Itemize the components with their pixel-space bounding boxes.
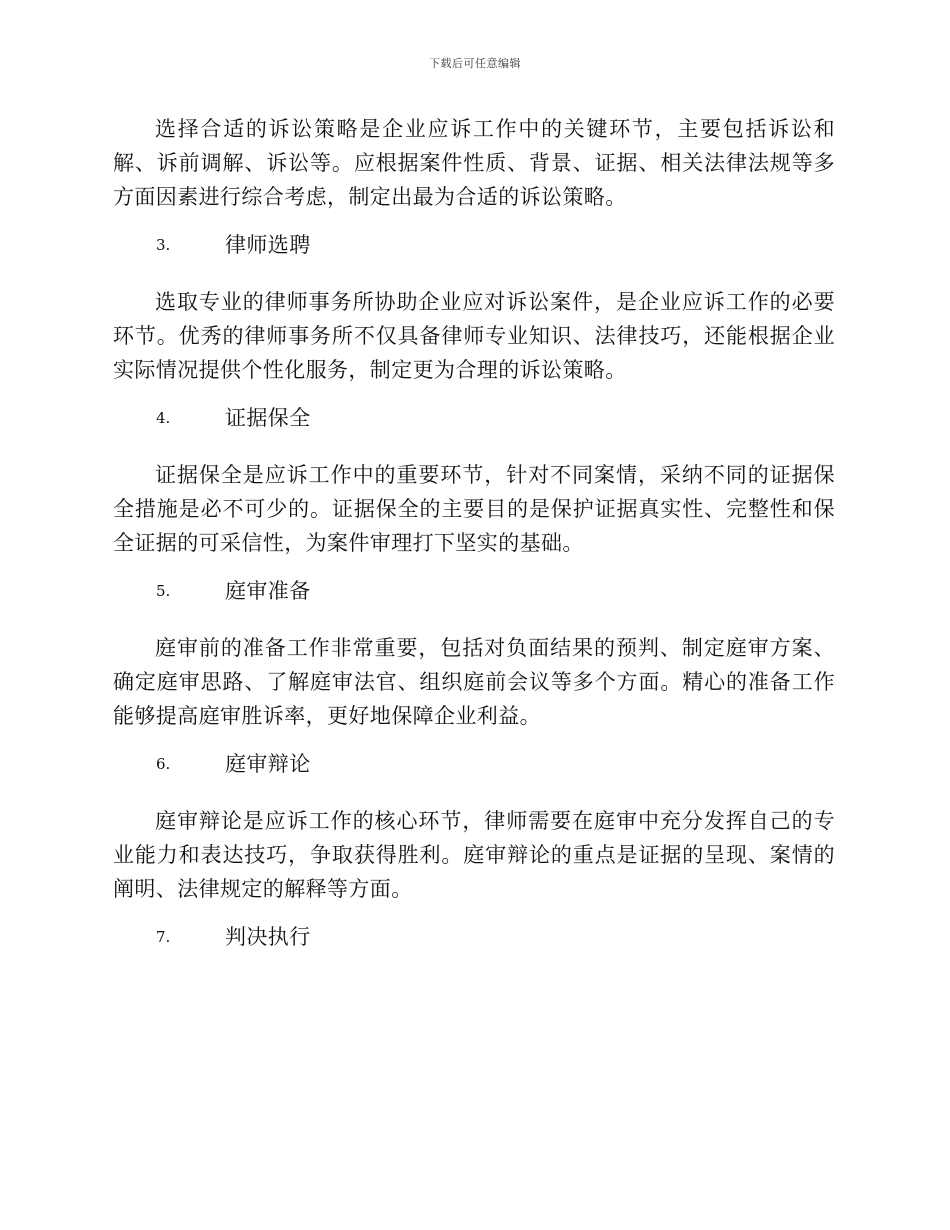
section-number: 4. bbox=[156, 409, 171, 427]
section-title: 证据保全 bbox=[225, 406, 311, 430]
section-number: 5. bbox=[156, 582, 171, 600]
section-number: 6. bbox=[156, 755, 171, 773]
section-title: 判决执行 bbox=[225, 925, 311, 949]
section-paragraph-3: 选取专业的律师事务所协助企业应对诉讼案件，是企业应诉工作的必要环节。优秀的律师事务所不仅具备律师专业知识、法律技巧，还能根据企业实际情况提供个性化服务，制定更为合理的诉讼策略。 bbox=[113, 290, 835, 382]
section-heading-4 bbox=[113, 401, 835, 435]
intro-paragraph: 选择合适的诉讼策略是企业应诉工作中的关键环节，主要包括诉讼和解、诉前调解、诉讼等。应根据案件性质、背景、证据、相关法律法规等多方面因素进行综合考虑，制定出最为合适的诉讼策略。 bbox=[113, 117, 835, 209]
section-paragraph-4: 证据保全是应诉工作中的重要环节，针对不同案情，采纳不同的证据保全措施是必不可少的。证据保全的主要目的是保护证据真实性、完整性和保全证据的可采信性，为案件审理打下坚实的基础。 bbox=[113, 463, 835, 555]
section-heading-5 bbox=[113, 574, 835, 608]
section-heading-3 bbox=[113, 228, 835, 262]
section-number: 3. bbox=[156, 236, 171, 254]
section-paragraph-6: 庭审辩论是应诉工作的核心环节，律师需要在庭审中充分发挥自己的专业能力和表达技巧，争取获得胜利。庭审辩论的重点是证据的呈现、案情的阐明、法律规定的解释等方面。 bbox=[113, 809, 835, 901]
section-heading-6 bbox=[113, 747, 835, 781]
document-body bbox=[113, 112, 835, 977]
section-heading-7 bbox=[113, 920, 835, 954]
page-header-note: 下载后可任意编辑 bbox=[429, 57, 521, 70]
section-paragraph-5: 庭审前的准备工作非常重要，包括对负面结果的预判、制定庭审方案、确定庭审思路、了解庭审法官、组织庭前会议等多个方面。精心的准备工作能够提高庭审胜诉率，更好地保障企业利益。 bbox=[113, 636, 835, 728]
section-number: 7. bbox=[156, 928, 171, 946]
section-title: 庭审辩论 bbox=[225, 752, 311, 776]
section-title: 律师选聘 bbox=[225, 233, 311, 257]
section-title: 庭审准备 bbox=[225, 579, 311, 603]
